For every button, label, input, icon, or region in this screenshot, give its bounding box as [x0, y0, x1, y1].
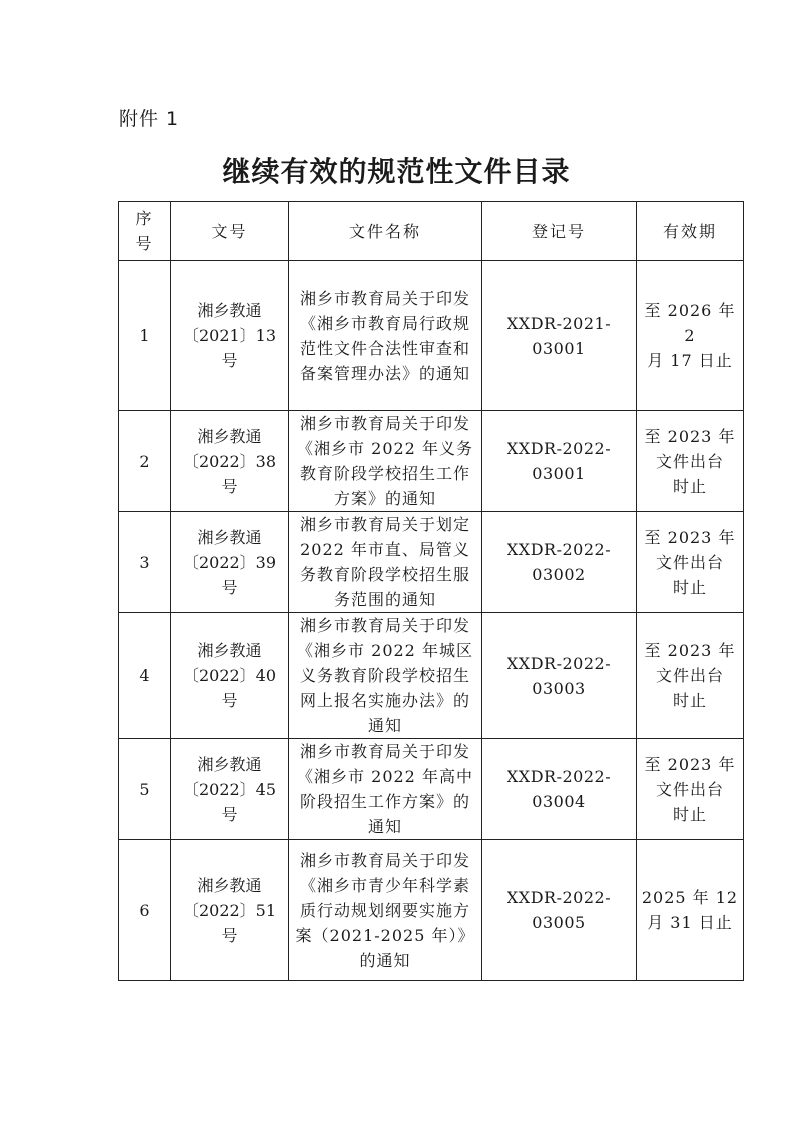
cell-valid-period: 至 2023 年 文件出台 时止 [637, 613, 744, 739]
cell-reg-no: XXDR-2022-03005 [482, 840, 637, 981]
cell-valid-period: 至 2023 年 文件出台 时止 [637, 411, 744, 512]
cell-reg-no: XXDR-2022-03001 [482, 411, 637, 512]
attachment-label: 附件 1 [119, 108, 180, 130]
cell-seq: 6 [119, 840, 171, 981]
cell-name: 湘乡市教育局关于印发《湘乡市 2022 年高中阶段招生工作方案》的通知 [289, 739, 482, 840]
cell-doc-no: 湘乡教通 〔2022〕38 号 [171, 411, 289, 512]
cell-name: 湘乡市教育局关于印发《湘乡市教育局行政规范性文件合法性审查和备案管理办法》的通知 [289, 261, 482, 411]
table-row [119, 411, 744, 512]
table-row [119, 261, 744, 411]
cell-name: 湘乡市教育局关于印发《湘乡市 2022 年义务教育阶段学校招生工作方案》的通知 [289, 411, 482, 512]
cell-doc-no: 湘乡教通 〔2021〕13 号 [171, 261, 289, 411]
document-title: 继续有效的规范性文件目录 [222, 155, 571, 188]
catalog-table [118, 201, 744, 981]
cell-doc-no: 湘乡教通 〔2022〕40 号 [171, 613, 289, 739]
cell-seq: 1 [119, 261, 171, 411]
column-header-doc-no: 文号 [171, 202, 289, 261]
cell-seq: 5 [119, 739, 171, 840]
cell-reg-no: XXDR-2021-03001 [482, 261, 637, 411]
cell-valid-period: 2025 年 12 月 31 日止 [637, 840, 744, 981]
table-row [119, 613, 744, 739]
cell-name: 湘乡市教育局关于印发《湘乡市青少年科学素质行动规划纲要实施方案（2021-2025 年）》的通知 [289, 840, 482, 981]
cell-reg-no: XXDR-2022-03004 [482, 739, 637, 840]
cell-valid-period: 至 2023 年 文件出台 时止 [637, 739, 744, 840]
cell-seq: 2 [119, 411, 171, 512]
cell-doc-no: 湘乡教通 〔2022〕45 号 [171, 739, 289, 840]
column-header-reg-no: 登记号 [482, 202, 637, 261]
cell-reg-no: XXDR-2022-03002 [482, 512, 637, 613]
cell-name: 湘乡市教育局关于划定 2022 年市直、局管义务教育阶段学校招生服务范围的通知 [289, 512, 482, 613]
cell-reg-no: XXDR-2022-03003 [482, 613, 637, 739]
cell-seq: 3 [119, 512, 171, 613]
table-row [119, 840, 744, 981]
table-row [119, 739, 744, 840]
cell-name: 湘乡市教育局关于印发《湘乡市 2022 年城区义务教育阶段学校招生网上报名实施办法》的通知 [289, 613, 482, 739]
cell-valid-period: 至 2023 年 文件出台 时止 [637, 512, 744, 613]
table-row [119, 512, 744, 613]
column-header-name: 文件名称 [289, 202, 482, 261]
cell-valid-period: 至 2026 年 2 月 17 日止 [637, 261, 744, 411]
cell-doc-no: 湘乡教通 〔2022〕39 号 [171, 512, 289, 613]
cell-doc-no: 湘乡教通 〔2022〕51 号 [171, 840, 289, 981]
cell-seq: 4 [119, 613, 171, 739]
column-header-seq: 序 号 [119, 202, 171, 261]
table-header-row [119, 202, 744, 261]
column-header-valid-period: 有效期 [637, 202, 744, 261]
